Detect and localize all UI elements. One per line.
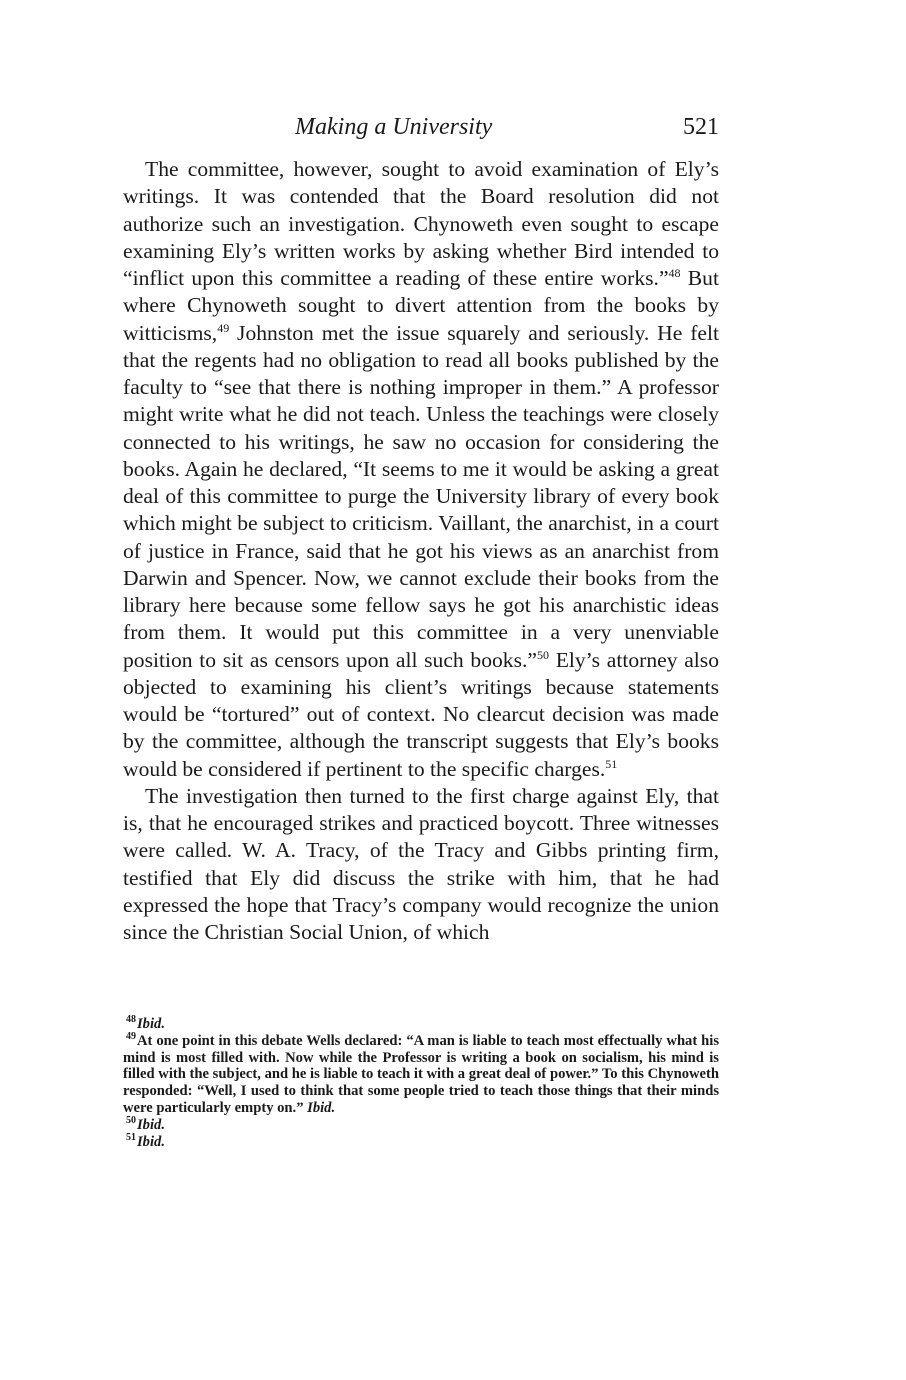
paragraph-text: Johnston met the issue squarely and seriously. He felt that the regents had no obligation to read all books published by the faculty to “see that there is nothing improper in them.” A professor might write what he did not teach. Unless the teachings were closely connected to his writings, he saw no occasion for considering the books. Again he declared, “It seems to me it would be asking a great deal of this committee to purge the University library of every book which might be subject to criticism. Vaillant, the anarchist, in a court of justice in France, said that he got his views as an anarchist from Darwin and Spencer. Now, we cannot exclude their books from the library here because some fellow says he got his anarchistic ideas from them. It would put this committee in a very unenviable position to sit as censors upon all such books.” bbox=[123, 320, 719, 672]
footnote-text: Ibid. bbox=[137, 1133, 165, 1150]
footnote bbox=[123, 1030, 719, 1117]
footnote-ref: 48 bbox=[668, 265, 681, 280]
footnote-ref: 49 bbox=[217, 320, 230, 335]
footnote-number: 49 bbox=[126, 1030, 136, 1042]
body-text bbox=[123, 156, 719, 946]
paragraph-text: The committee, however, sought to avoid examination of Ely’s writings. It was contended that the Board resolution did not authorize such an investigation. Chynoweth even sought to escape examining Ely’s written works by asking whether Bird intended to “inflict upon this committee a reading of these entire works.” bbox=[123, 157, 719, 290]
footnote-number: 51 bbox=[126, 1131, 136, 1143]
footnote bbox=[123, 1114, 719, 1134]
running-head bbox=[123, 114, 719, 148]
paragraph-text: Ely’s attorney also objected to examining his client’s writings because statements would be “tortured” out of context. No clearcut decision was made by the committee, although the transcript suggests that Ely’s books would be considered if pertinent to the specific charges. bbox=[123, 647, 719, 781]
footnote-text: At one point in this debate Wells declared: “A man is liable to teach most effectually what his mind is most filled with. Now while the Professor is writing a book on socialism, his mind is filled with the subject, and he is liable to teach it with a great deal of power.” To this Chynoweth responded: “Well, I used to think that some people tried to teach those things that their minds were particularly empty on.” bbox=[123, 1032, 719, 1116]
page-number: 521 bbox=[683, 114, 719, 140]
running-title: Making a University bbox=[295, 114, 493, 140]
footnote-text: Ibid. bbox=[137, 1016, 165, 1032]
footnote-number: 50 bbox=[126, 1114, 136, 1126]
footnote-number: 48 bbox=[126, 1014, 136, 1026]
footnotes bbox=[123, 1016, 719, 1150]
paragraph bbox=[123, 156, 719, 783]
paragraph: The investigation then turned to the first charge against Ely, that is, that he encouraged strikes and practiced boycott. Three witnesses were called. W. A. Tracy, of the Tracy and Gibbs printing firm, testified that Ely did discuss the strike with him, that he had expressed the hope that Tracy’s company would recognize the union since the Christian Social Union, of which bbox=[123, 783, 719, 944]
footnote-text: Ibid. bbox=[137, 1116, 165, 1133]
footnote bbox=[123, 1131, 719, 1151]
paragraph-text: But where Chynoweth sought to divert attention from the books by witticisms, bbox=[123, 266, 719, 345]
footnote-ibid: Ibid. bbox=[307, 1099, 336, 1116]
footnote-ref: 51 bbox=[605, 756, 618, 771]
footnote bbox=[123, 1016, 719, 1033]
footnote-ref: 50 bbox=[537, 647, 549, 662]
